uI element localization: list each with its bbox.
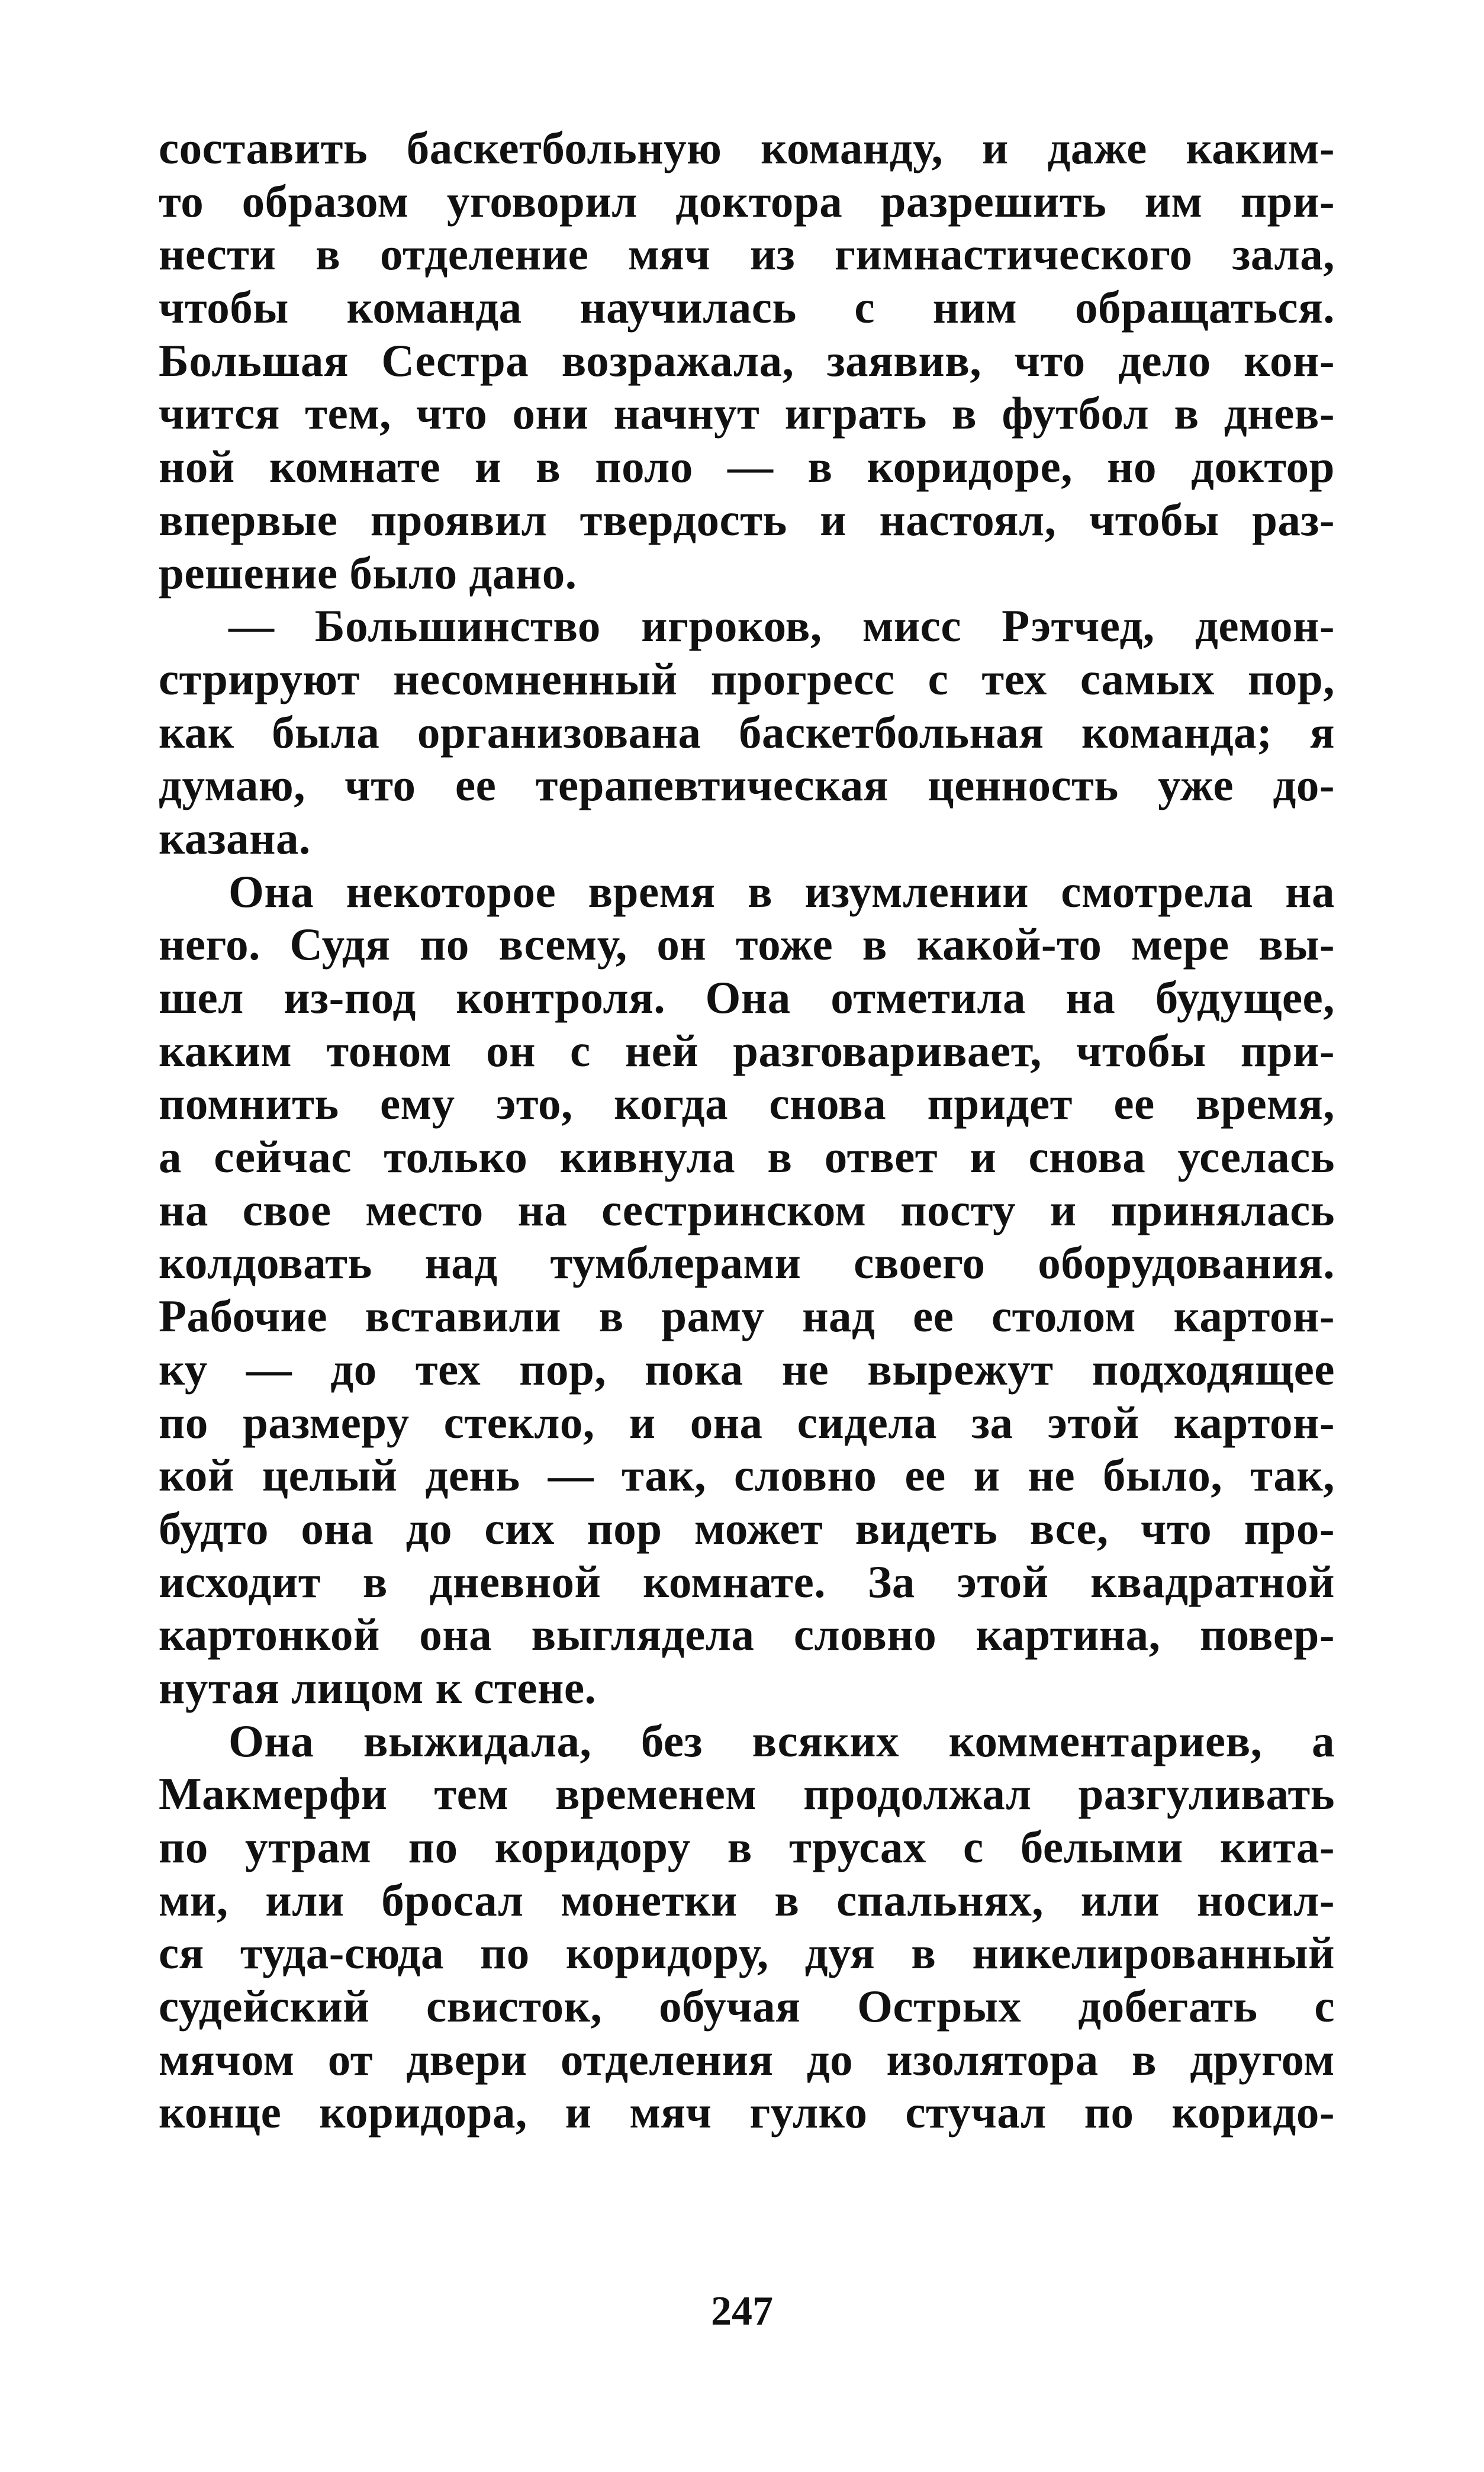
page-number: 247 — [711, 2288, 773, 2334]
page-body-text — [159, 122, 1335, 2139]
text-line: него. Судя по всему, он тоже в какой-то мере вы- — [159, 919, 1335, 970]
text-line: ку — до тех пор, пока не вырежут подходящее — [159, 1343, 1335, 1395]
text-line: будто она до сих пор может видеть все, что про- — [159, 1502, 1335, 1554]
text-line: ся туда-сюда по коридору, дуя в никелированный — [159, 1927, 1335, 1979]
text-line: колдовать над тумблерами своего оборудования. — [159, 1237, 1335, 1289]
text-line: казана. — [159, 812, 311, 864]
paragraph — [159, 600, 1335, 865]
text-line: ной комнате и в поло — в коридоре, но доктор — [159, 441, 1335, 493]
text-line: Макмерфи тем временем продолжал разгуливать — [159, 1768, 1335, 1820]
text-line: исходит в дневной комнате. За этой квадратной — [159, 1556, 1335, 1607]
text-line: Она выжидала, без всяких комментариев, а — [228, 1715, 1335, 1766]
paragraph — [159, 122, 1335, 600]
text-line: шел из-под контроля. Она отметила на будущее, — [159, 972, 1335, 1023]
paragraph — [159, 1715, 1335, 2140]
text-line: ми, или бросал монетки в спальнях, или носил- — [159, 1874, 1335, 1926]
text-line: решение было дано. — [159, 547, 577, 598]
text-line: картонкой она выглядела словно картина, повер- — [159, 1609, 1335, 1660]
text-line: думаю, что ее терапевтическая ценность уже до- — [159, 759, 1335, 811]
text-line: конце коридора, и мяч гулко стучал по коридо- — [159, 2087, 1335, 2138]
text-line: мячом от двери отделения до изолятора в другом — [159, 2033, 1335, 2085]
text-line: Она некоторое время в изумлении смотрела на — [228, 865, 1335, 917]
text-line: Большая Сестра возражала, заявив, что дело кон- — [159, 334, 1335, 386]
text-line: то образом уговорил доктора разрешить им при- — [159, 175, 1335, 227]
text-line: кой целый день — так, словно ее и не было, так, — [159, 1450, 1335, 1501]
text-line: по утрам по коридору в трусах с белыми кита- — [159, 1821, 1335, 1872]
text-line: — Большинство игроков, мисс Рэтчед, демон- — [228, 600, 1335, 652]
text-line: а сейчас только кивнула в ответ и снова уселась — [159, 1131, 1335, 1183]
text-line: как была организована баскетбольная команда; я — [159, 706, 1335, 758]
text-line: Рабочие вставили в раму над ее столом картон- — [159, 1290, 1335, 1342]
text-line: каким тоном он с ней разговаривает, чтобы при- — [159, 1025, 1335, 1076]
paragraph — [159, 865, 1335, 1715]
text-line: стрируют несомненный прогресс с тех самых пор, — [159, 653, 1335, 704]
text-line: судейский свисток, обучая Острых добегать с — [159, 1981, 1335, 2032]
text-line: нести в отделение мяч из гимнастического зала, — [159, 228, 1335, 280]
text-line: помнить ему это, когда снова придет ее время, — [159, 1078, 1335, 1129]
text-line: по размеру стекло, и она сидела за этой картон- — [159, 1396, 1335, 1448]
text-line: нутая лицом к стене. — [159, 1662, 597, 1713]
text-line: составить баскетбольную команду, и даже каким- — [159, 123, 1335, 173]
text-line: чтобы команда научилась с ним обращаться. — [159, 282, 1335, 333]
text-line: впервые проявил твердость и настоял, чтобы раз- — [159, 494, 1335, 545]
text-line: чится тем, что они начнут играть в футбол в днев- — [159, 388, 1335, 439]
text-line: на свое место на сестринском посту и принялась — [159, 1184, 1335, 1235]
